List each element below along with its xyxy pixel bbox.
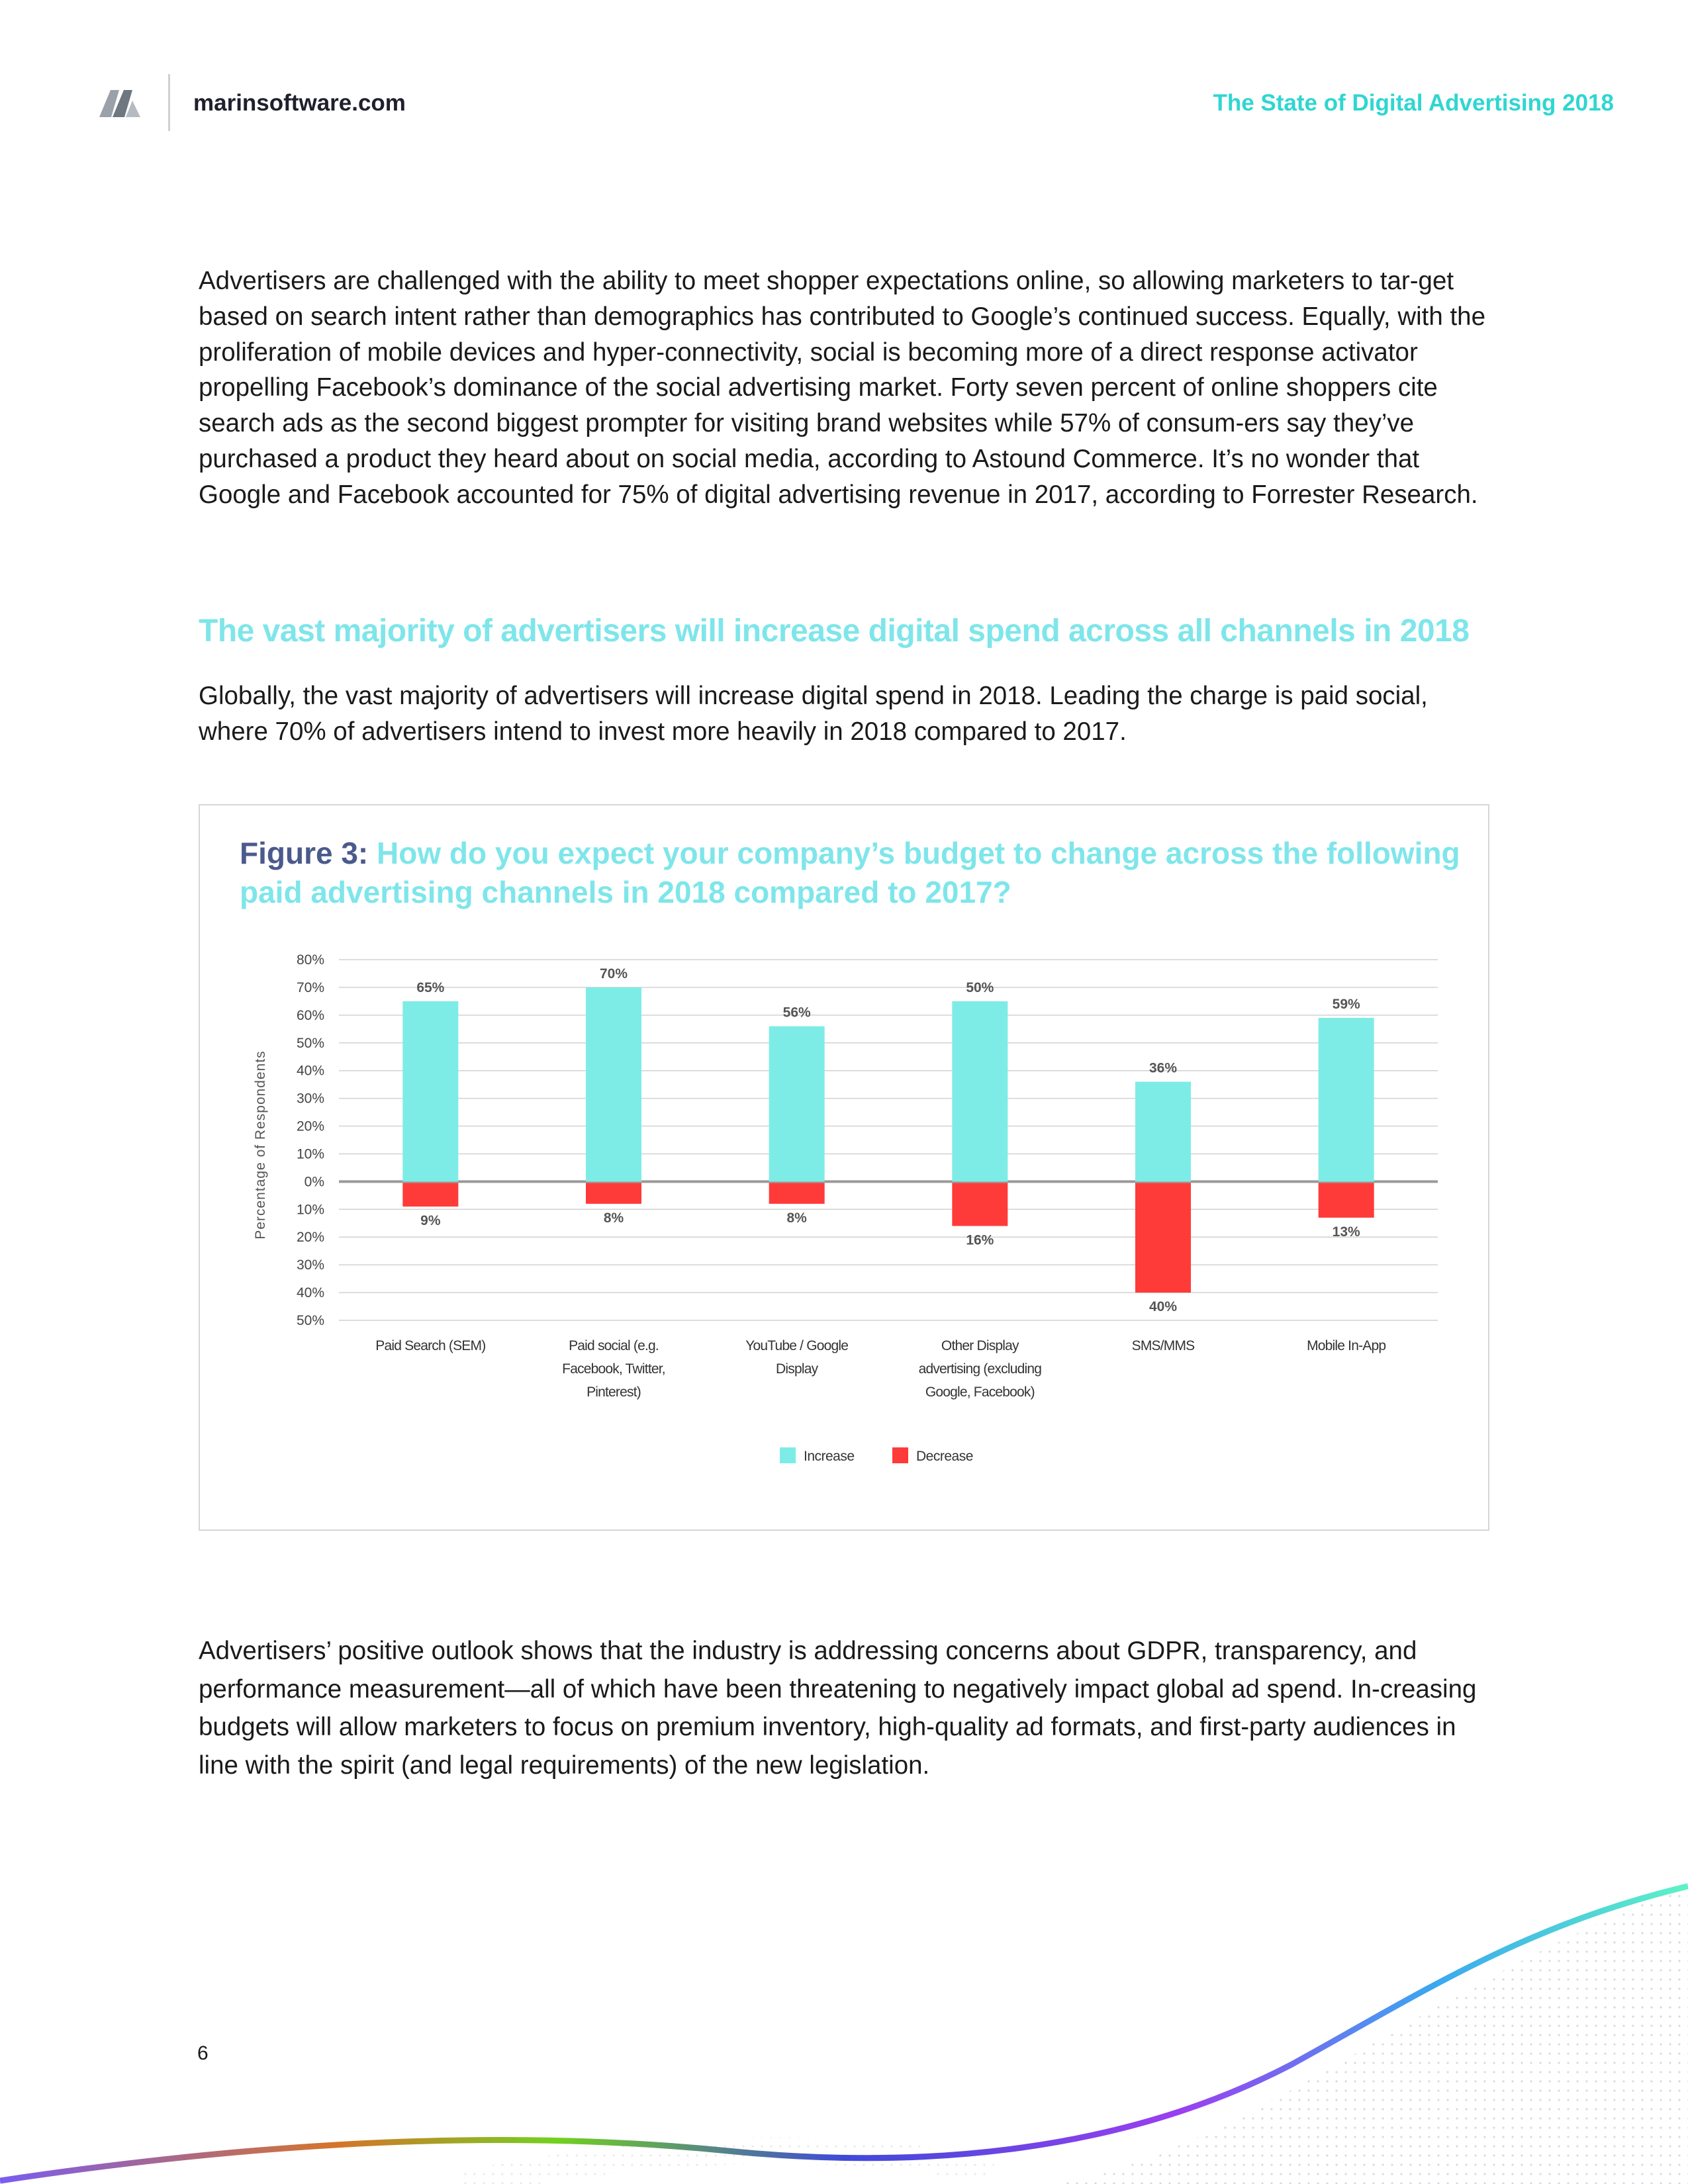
x-category-label: Mobile In-App <box>1307 1338 1386 1353</box>
y-tick-label: 60% <box>296 1007 324 1023</box>
data-label-increase: 59% <box>1332 997 1360 1013</box>
x-category-label: Paid Search (SEM) <box>375 1338 486 1353</box>
y-tick-label: 0% <box>304 1174 324 1190</box>
figure-title <box>240 834 1471 912</box>
y-tick-label: 20% <box>296 1118 324 1134</box>
bar-decrease <box>1319 1183 1374 1218</box>
legend-label: Increase <box>804 1449 855 1464</box>
bar-decrease <box>586 1183 641 1204</box>
bar-decrease <box>1135 1183 1191 1293</box>
bar-decrease <box>402 1183 458 1206</box>
marin-logo-icon <box>99 87 146 120</box>
y-tick-label: 70% <box>296 979 324 995</box>
decorative-wave <box>0 1866 1688 2184</box>
data-label-decrease: 40% <box>1149 1299 1178 1315</box>
y-tick-label: 10% <box>296 1202 324 1218</box>
bar-increase <box>1135 1081 1191 1181</box>
bar-increase <box>402 1001 458 1182</box>
data-label-decrease: 8% <box>786 1210 807 1226</box>
x-category-label: Paid social (e.g. Facebook, Twitter, Pinterest) <box>562 1338 665 1400</box>
legend-swatch <box>780 1447 796 1463</box>
y-axis-title: Percentage of Respondents <box>253 1050 268 1240</box>
document-title: The State of Digital Advertising 2018 <box>1213 90 1614 116</box>
intro-paragraph: Advertisers are challenged with the ability to meet shopper expectations online, so allowing marketers to tar-get based on search intent rather than demographics has contributed to Google’s continued success. Equally, with the proliferation of mobile devices and hyper-connectivity, social is becoming more of a direct response activator propelling Facebook’s dominance of the social advertising market. Forty seven percent of online shoppers cite search ads as the second biggest prompter for visiting brand websites while 57% of consum-ers say they’ve purchased a product they heard about on social media, according to Astound Commerce. It’s no wonder that Google and Facebook accounted for 75% of digital advertising revenue in 2017, according to Forrester Research. <box>199 267 1486 509</box>
bar-decrease <box>769 1183 825 1204</box>
data-label-increase: 36% <box>1149 1060 1178 1076</box>
data-label-increase: 56% <box>782 1005 811 1021</box>
y-tick-label: 40% <box>296 1063 324 1079</box>
y-tick-label: 30% <box>296 1091 324 1107</box>
closing-paragraph: Advertisers’ positive outlook shows that the industry is addressing concerns about GDPR, transparency, and performance measurement—all of which have been threatening to negatively impact global ad spend. In-creasing budgets will allow marketers to focus on premium inventory, high-quality ad formats, and first-party audiences in line with the spirit (and legal requirements) of the new legislation. <box>199 1637 1477 1780</box>
legend-label: Decrease <box>916 1449 973 1464</box>
data-label-decrease: 16% <box>966 1232 994 1248</box>
data-label-decrease: 13% <box>1332 1224 1360 1240</box>
data-label-increase: 50% <box>966 979 994 995</box>
y-tick-label: 50% <box>296 1313 324 1328</box>
section-paragraph: Globally, the vast majority of advertisers will increase digital spend in 2018. Leading the charge is paid social, where 70% of advertisers intend to invest more heavily in 2018 compared to 2017. <box>199 682 1428 746</box>
y-tick-label: 40% <box>296 1285 324 1301</box>
y-tick-label: 30% <box>296 1257 324 1273</box>
section-heading: The vast majority of advertisers will increase digital spend across all channels in 2018 <box>199 614 1470 649</box>
y-tick-label: 50% <box>296 1035 324 1051</box>
data-label-decrease: 8% <box>603 1210 624 1226</box>
header-divider <box>168 74 170 131</box>
y-tick-label: 20% <box>296 1230 324 1246</box>
legend-swatch <box>892 1447 908 1463</box>
figure-question: How do you expect your company’s budget to change across the following paid advertising channels in 2018 compared to 2017? <box>240 836 1460 909</box>
data-label-decrease: 9% <box>420 1213 441 1229</box>
x-category-label: SMS/MMS <box>1131 1338 1195 1353</box>
bar-decrease <box>952 1183 1008 1226</box>
page-number: 6 <box>197 2042 209 2064</box>
bar-increase <box>586 987 641 1181</box>
bar-increase <box>952 1001 1008 1182</box>
site-url[interactable]: marinsoftware.com <box>193 90 406 116</box>
data-label-increase: 65% <box>416 979 445 995</box>
budget-change-chart <box>238 943 1456 1486</box>
figure-label: Figure 3: <box>240 836 369 870</box>
data-label-increase: 70% <box>599 966 628 981</box>
bar-increase <box>1319 1018 1374 1181</box>
y-tick-label: 80% <box>296 952 324 968</box>
bar-increase <box>769 1026 825 1182</box>
x-category-label: YouTube / Google Display <box>745 1338 849 1377</box>
x-category-label: Other Display advertising (excluding Google, Facebook) <box>918 1338 1042 1400</box>
y-tick-label: 10% <box>296 1146 324 1162</box>
